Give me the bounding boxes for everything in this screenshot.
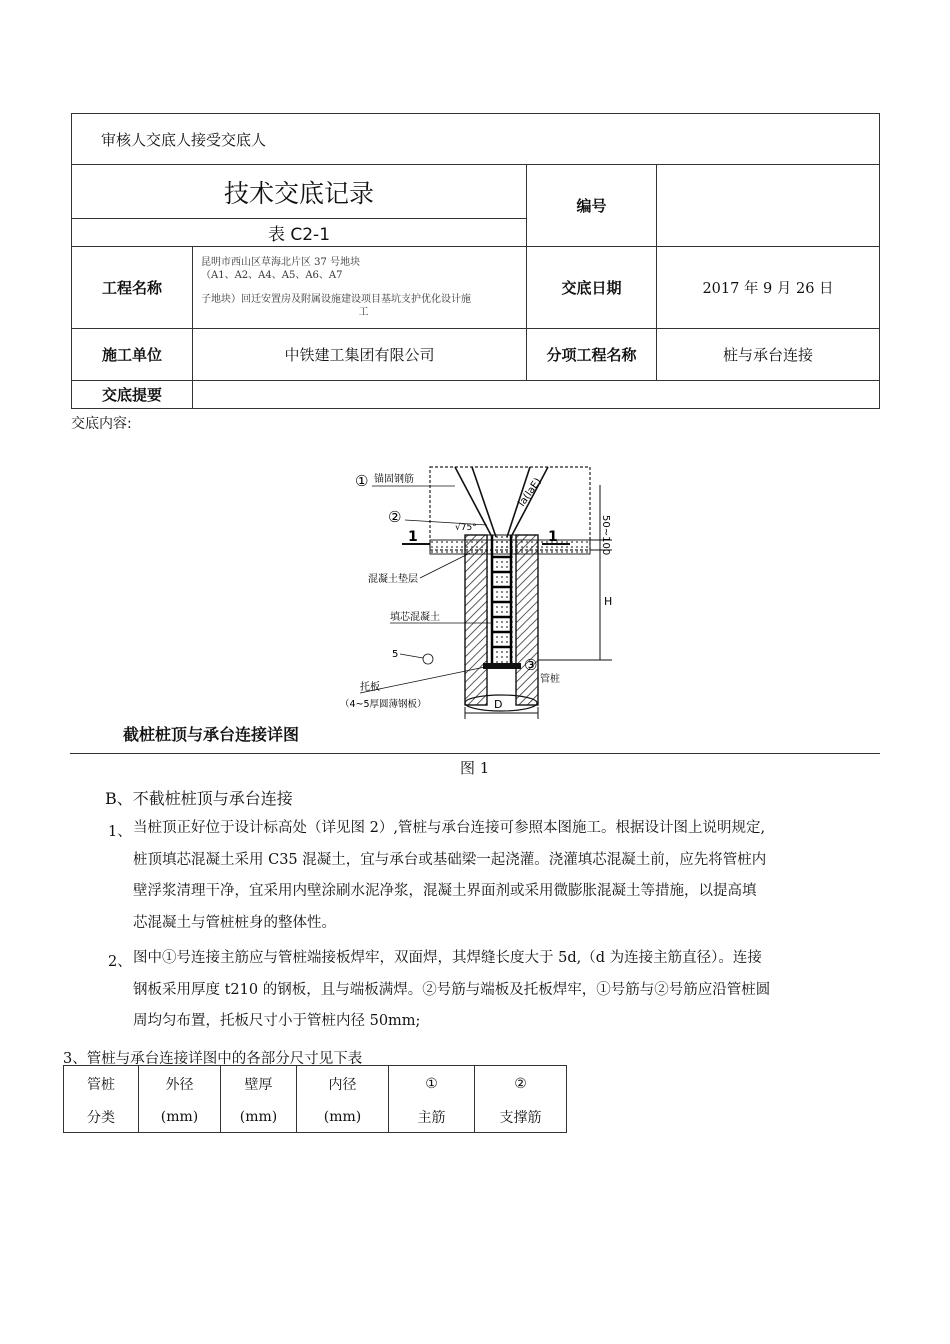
table-cell: (mm) xyxy=(139,1102,221,1133)
project-line-3: 子地块）回迁安置房及附属设施建设项目基坑支护优化设计施 xyxy=(201,294,471,305)
table-cell: ② xyxy=(475,1066,567,1102)
summary-label: 交底提要 xyxy=(72,381,193,409)
header-table xyxy=(71,113,880,409)
item-2-line: 周均匀布置，托板尺寸小于管桩内径 50mm; xyxy=(133,1013,421,1029)
table-cell: 外径 xyxy=(139,1066,221,1102)
item-1-line: 壁浮浆清理干净，宜采用内壁涂刷水泥净浆，混凝土界面剂或采用微膨胀混凝土等措施，以提高填 xyxy=(133,883,757,899)
date-label: 交底日期 xyxy=(527,247,657,329)
item-1-line: 芯混凝土与管桩桩身的整体性。 xyxy=(133,914,336,931)
table-cell: 管桩 xyxy=(64,1066,139,1102)
pile-wall-right xyxy=(516,535,538,705)
number-label: 编号 xyxy=(527,165,657,247)
item-3-title: 3、管桩与承台连接详图中的各部分尺寸见下表 xyxy=(63,1051,363,1067)
content-label: 交底内容: xyxy=(71,416,132,432)
figure-caption: 截桩桩顶与承台连接详图 xyxy=(123,725,300,744)
project-line-4: 工 xyxy=(358,307,369,318)
form-title: 技术交底记录 xyxy=(72,165,527,219)
pile-wall-left xyxy=(465,535,487,705)
caption-rule xyxy=(70,753,880,754)
table-cell: (mm) xyxy=(297,1102,389,1133)
date-value: 2017 年 9 月 26 日 xyxy=(657,247,880,329)
table-row xyxy=(64,1102,567,1133)
summary-value xyxy=(193,381,880,409)
item-1-line: 桩顶填芯混凝土采用 C35 混凝土，宜与承台或基础梁一起浇灌。浇灌填芯混凝土前，应先将管桩内 xyxy=(133,851,767,868)
number-value[interactable] xyxy=(657,165,880,247)
callout-1: ① xyxy=(355,472,369,490)
project-line-1: 昆明市西山区草海北片区 37 号地块 xyxy=(201,257,361,268)
section-mark-right: 1 xyxy=(548,529,558,545)
pile-cap-detail-drawing xyxy=(320,445,620,725)
angle-label: √75° xyxy=(455,523,477,533)
subproject-label: 分项工程名称 xyxy=(527,329,657,381)
table-cell: ① xyxy=(389,1066,475,1102)
project-label: 工程名称 xyxy=(72,247,193,329)
callout-3: ③ xyxy=(524,656,538,674)
table-cell: 壁厚 xyxy=(221,1066,297,1102)
item-1-number: 1、 xyxy=(108,824,132,840)
section-b-heading: B、不截桩桩顶与承台连接 xyxy=(105,789,293,808)
right-dimension xyxy=(538,485,612,660)
dim-d: D xyxy=(494,698,503,711)
item-2-line: 图中①号连接主筋应与管桩端接板焊牢，双面焊，其焊缝长度大于 5d,（d 为连接主筋直径）。连接 xyxy=(133,950,762,966)
dimensions-table xyxy=(63,1065,567,1133)
table-cell: 内径 xyxy=(297,1066,389,1102)
label-5: 5 xyxy=(392,649,399,660)
item-2-line: 钢板采用厚度 t210 的钢板，且与端板满焊。②号筋与端板及托板焊牢，①号筋与②号筋应沿管桩圆 xyxy=(133,981,771,998)
fill-concrete-label: 填芯混凝土 xyxy=(390,612,440,623)
unit-label: 施工单位 xyxy=(72,329,193,381)
figure-number: 图 1 xyxy=(460,759,490,777)
table-row xyxy=(64,1066,567,1102)
project-name xyxy=(193,247,527,329)
project-line-2: （A1、A2、A4、A5、A6、A7 xyxy=(201,270,343,281)
table-cell: 分类 xyxy=(64,1102,139,1133)
item-1-line: 当桩顶正好位于设计标高处（详见图 2）,管桩与承台连接可参照本图施工。根据设计图上说明规定, xyxy=(133,820,766,836)
anchor-rebar-label: 锚固钢筋 xyxy=(374,474,414,485)
table-cell: (mm) xyxy=(221,1102,297,1133)
la-label: la(laE) xyxy=(516,476,544,509)
table-cell: 主筋 xyxy=(389,1102,475,1133)
item-1-text xyxy=(133,813,878,939)
plate-note-label: （4~5厚圆薄钢板） xyxy=(340,699,427,710)
support-plate xyxy=(483,663,521,669)
subproject-value: 桩与承台连接 xyxy=(657,329,880,381)
pipe-pile-label: 管桩 xyxy=(540,674,560,685)
dim-h: H xyxy=(604,595,613,608)
cushion-label: 混凝土垫层 xyxy=(368,574,418,585)
form-code: 表 C2-1 xyxy=(72,219,527,247)
callout-2: ② xyxy=(388,508,402,526)
unit-value: 中铁建工集团有限公司 xyxy=(193,329,527,381)
support-plate-label: 托板 xyxy=(360,682,380,693)
table-cell: 支撑筋 xyxy=(475,1102,567,1133)
signers-cell xyxy=(72,114,880,165)
signers-text: 审核人交底人接受交底人 xyxy=(101,130,267,149)
item-2-number: 2、 xyxy=(108,954,132,970)
item-2-text xyxy=(133,943,878,1038)
dim-50-100: 50~100 xyxy=(600,515,611,556)
section-mark-left: 1 xyxy=(408,529,418,545)
